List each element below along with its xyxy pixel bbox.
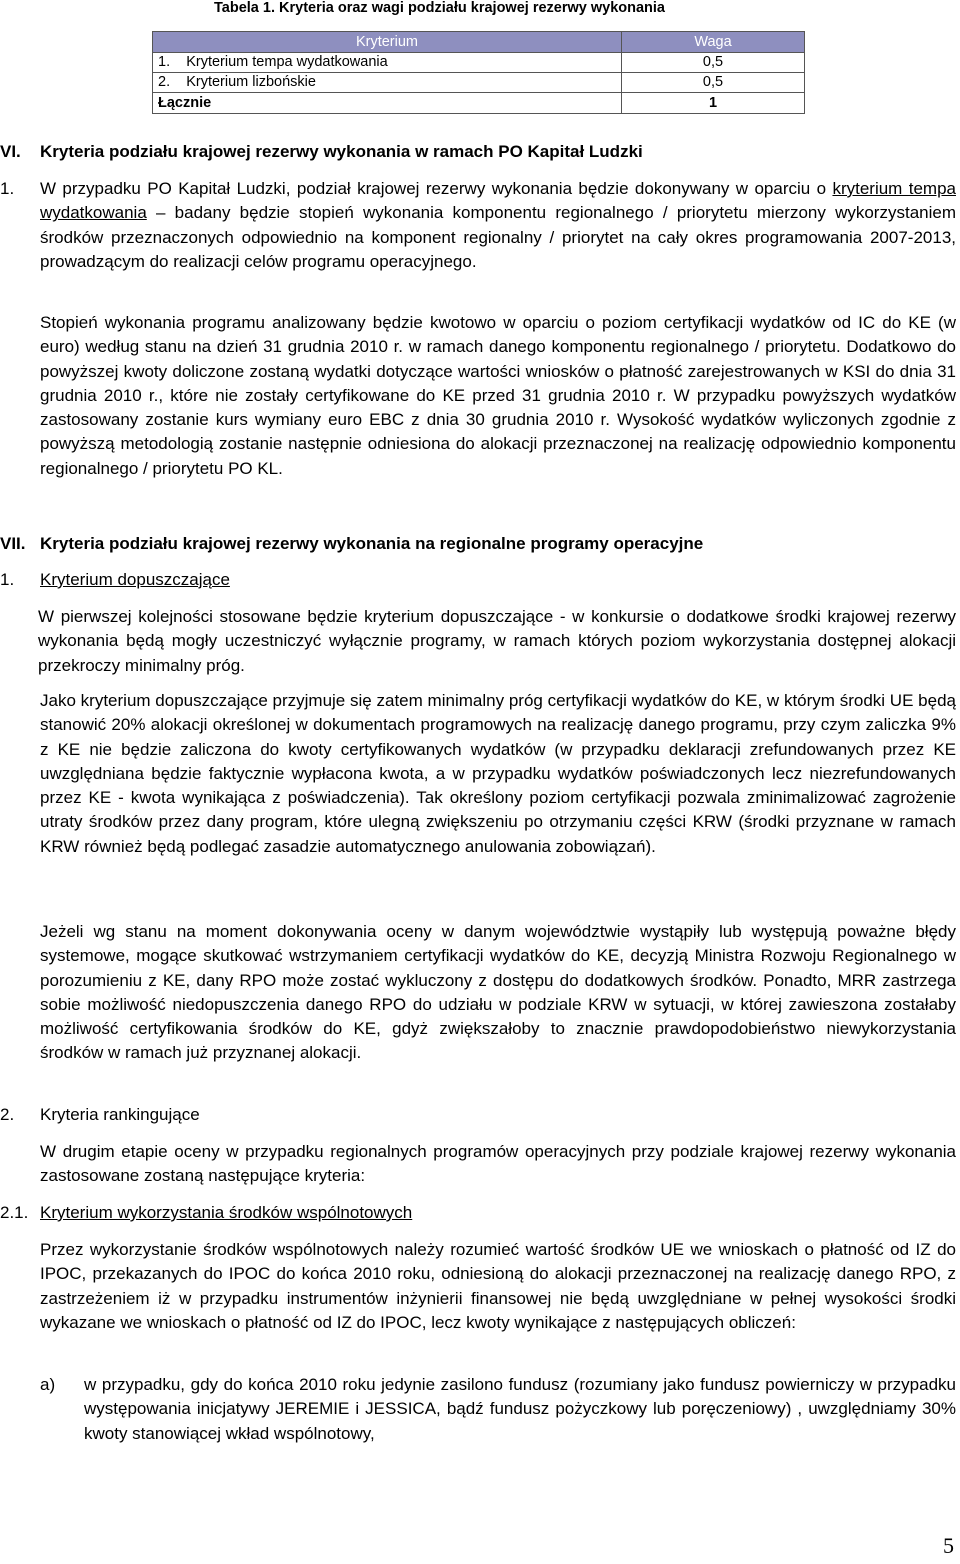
total-value: 1 [622,93,805,114]
paragraph-text: W przypadku PO Kapitał Ludzki, podział krajowej rezerwy wykonania będzie dokonywany w oparciu o [40,179,833,198]
row-label: 1. Kryterium tempa wydatkowania [153,53,622,73]
row-value: 0,5 [622,73,805,93]
row-value: 0,5 [622,53,805,73]
subsection-2-1-heading: Kryterium wykorzystania środków wspólnotowych [40,1203,413,1222]
table-total-row [153,93,805,114]
item-number: 1. [0,179,15,198]
list-item-a-text: w przypadku, gdy do końca 2010 roku jedynie zasilono fundusz (rozumiany jako fundusz powierniczy w przypadku występowania inicjatywy JEREMIE i JESSICA, bądź fundusz pożyczkowy lub poręczeniowy) , uwzględniamy 30% kwoty stanowiącej wkład wspólnotowy, [84,1375,956,1443]
section-6-paragraph-1 [40,177,956,274]
section-7-paragraph-1: W pierwszej kolejności stosowane będzie kryterium dopuszczające - w konkursie o dodatkowe środki krajowej rezerwy wykonania będą mogły uczestniczyć wyłącznie programy, w ramach których poziom wykorzystania dostępnej alokacji przekroczy minimalny próg. [38,607,956,675]
table-header-row [153,32,805,53]
header-weight: Waga [622,32,805,53]
header-criterion: Kryterium [153,32,622,53]
row-label: 2. Kryterium lizbońskie [153,73,622,93]
subsection-2-number: 2. [0,1105,15,1124]
section-7-number: VII. [0,534,26,553]
section-6-paragraph-2: Stopień wykonania programu analizowany będzie kwotowo w oparciu o poziom certyfikacji wydatków od IC do KE (w euro) według stanu na dzień 31 grudnia 2010 r. w ramach danego komponentu regionalnego / priorytetu. Dodatkowo do powyższej kwoty doliczone zostaną wydatki dotyczące wartości wniosków o płatność zarejestrowanych w KSI do dnia 31 grudnia 2010 r., które nie zostały certyfikowane do KE przed 31 grudnia 2010 r. W przypadku powyższych wydatków zastosowany zostanie kurs wymiany euro EBC z dnia 30 grudnia 2010 r. Wysokość wydatków wyliczonych zgodnie z powyższą metodologią zostanie następnie odniesiona do alokacji przeznaczonej na realizację odpowiednio komponentu regionalnego / priorytetu PO KL. [40,313,956,478]
table-row [153,73,805,93]
section-7-paragraph-2: Jako kryterium dopuszczające przyjmuje się zatem minimalny próg certyfikacji wydatków do KE, w którym środki UE będą stanowić 20% alokacji określonej w dokumentach programowych na realizację danego programu, przy czym zaliczka 9% z KE nie będzie zaliczona do kwoty certyfikowanych wydatków (w przypadku deklaracji zrefundowanych przez KE uwzględniana będzie faktycznie wypłacona kwota, a w przypadku wydatków poświadczonych lecz niezrefundowanych przez KE - kwota wynikająca z poświadczenia). Tak określony poziom certyfikacji pozwala zminimalizować zagrożenie utraty środków przez dany program, które ulegną zwiększeniu po otrzymaniu części KRW (środki przyznane w ramach KRW również będą podlegać zasadzie automatycznego anulowania zobowiązań). [40,691,956,856]
subsection-1-heading: Kryterium dopuszczające [40,570,230,589]
section-6-number: VI. [0,142,21,161]
section-7-paragraph-5: Przez wykorzystanie środków wspólnotowych należy rozumieć wartość środków UE we wnioskach o płatność od IZ do IPOC, przekazanych do IPOC do końca 2010 roku, odniesioną do alokacji przeznaczonej na realizację danego RPO, z zastrzeżeniem iż w przypadku instrumentów inżynierii finansowej nie będą uwzględniane w pełnej wysokości środki wykazane we wnioskach o płatność od IZ do IPOC, lecz kwoty wynikające z następujących obliczeń: [40,1240,956,1332]
table-caption: Tabela 1. Kryteria oraz wagi podziału krajowej rezerwy wykonania [214,0,666,16]
criterion-term: kryterium tempa wydatkowania [40,179,956,223]
subsection-2-1-number: 2.1. [0,1203,29,1222]
subsection-2-heading: Kryteria rankingujące [40,1105,200,1124]
section-7-heading: Kryteria podziału krajowej rezerwy wykonania na regionalne programy operacyjne [40,534,704,553]
list-item-a-label: a) [40,1375,56,1394]
weights-table [152,31,805,114]
section-7-paragraph-4: W drugim etapie oceny w przypadku regionalnych programów operacyjnych przy podziale krajowej rezerwy wykonania zastosowane zostaną następujące kryteria: [40,1142,956,1186]
section-6-heading: Kryteria podziału krajowej rezerwy wykonania w ramach PO Kapitał Ludzki [40,142,643,161]
page-number: 5 [943,1533,954,1558]
section-7-paragraph-3: Jeżeli wg stanu na moment dokonywania oceny w danym województwie wystąpiły lub występują poważne błędy systemowe, mogące skutkować wstrzymaniem certyfikacji wydatków do KE, decyzją Ministra Rozwoju Regionalnego w porozumieniu z KE, dany RPO może zostać wykluczony z dostępu do dodatkowych środków. Ponadto, MRR zastrzega sobie możliwość niedopuszczenia danego RPO do udziału w podziale KRW w sytuacji, w której zawieszona zostałaby możliwość certyfikowania środków do KE, gdyż zwiększałoby to znacznie prawdopodobieństwo niewykorzystania środków w ramach już przyznanej alokacji. [40,922,956,1063]
table-row [153,53,805,73]
subsection-1-number: 1. [0,570,15,589]
paragraph-text: – badany będzie stopień wykonania komponentu regionalnego / priorytetu mierzony wykorzystaniem środków przeznaczonych odpowiednio na komponent regionalny / priorytet na cały okres programowania 2007-2013, prowadzącym do realizacji celów programu operacyjnego. [40,203,956,271]
total-label: Łącznie [153,93,622,114]
